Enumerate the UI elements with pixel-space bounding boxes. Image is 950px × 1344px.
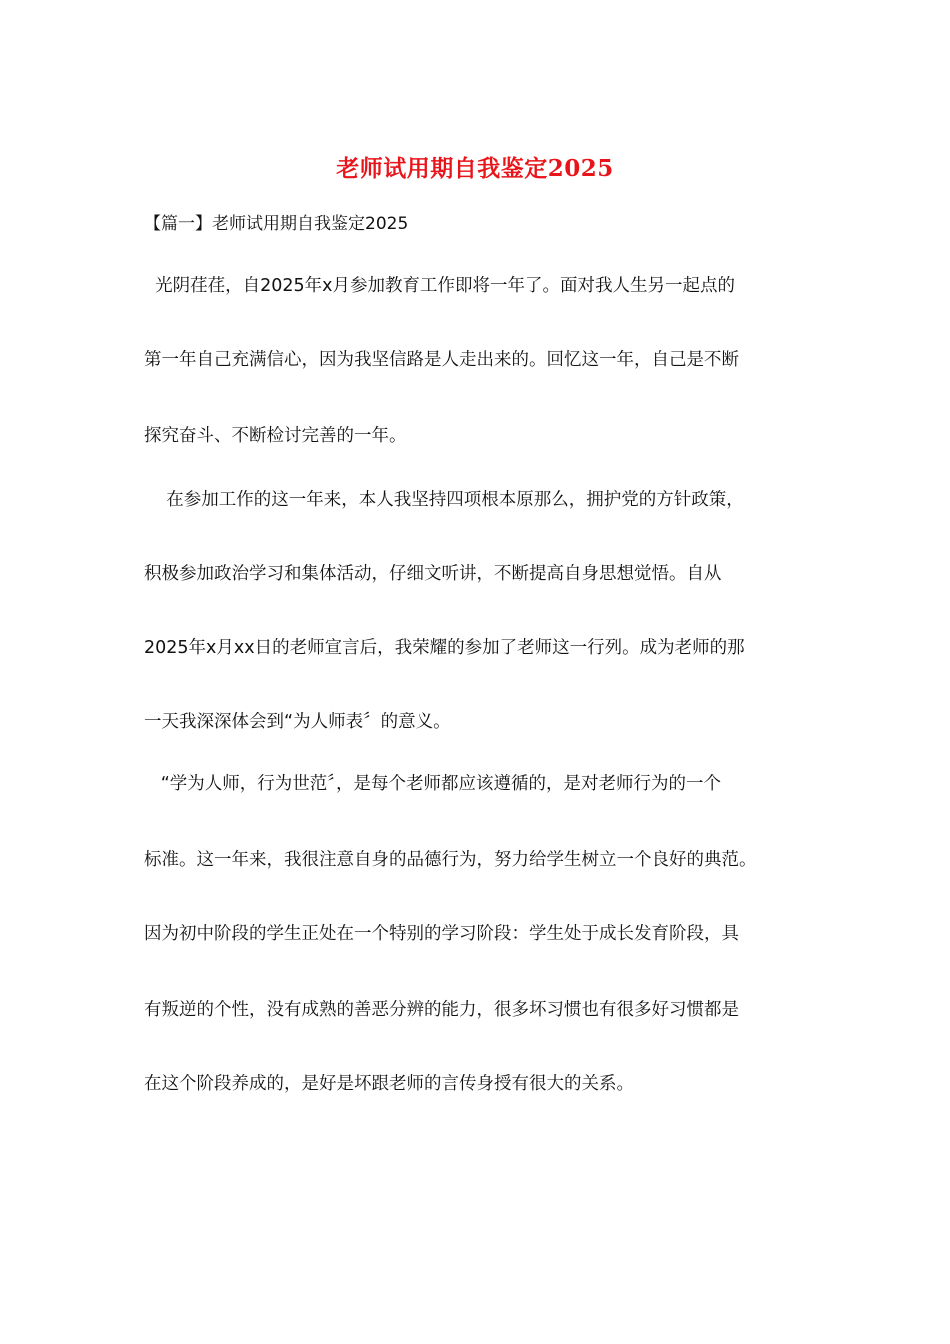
body-line-12: 在这个阶段养成的，是好是坏跟老师的言传身授有很大的关系。 [144,1074,634,1094]
body-line-1: 光阴荏荏，自2025年x月参加教育工作即将一年了。面对我人生另一起点的 [144,276,736,296]
body-line-11: 有叛逆的个性，没有成熟的善恶分辨的能力，很多坏习惯也有很多好习惯都是 [144,1000,739,1020]
body-line-5: 积极参加政治学习和集体活动，仔细文听讲，不断提高自身思想觉悟。自从 [144,564,722,584]
body-line-3: 探究奋斗、不断检讨完善的一年。 [144,426,407,446]
body-line-6: 2025年x月xx日的老师宣言后，我荣耀的参加了老师这一行列。成为老师的那 [144,638,745,658]
body-line-8: “学为人师，行为世范〞，是每个老师都应该遵循的，是对老师行为的一个 [144,774,722,794]
body-line-4: 在参加工作的这一年来，本人我坚持四项根本原那么，拥护党的方针政策， [144,490,744,510]
body-line-7: 一天我深深体会到“为人师表〞的意义。 [144,712,451,732]
body-line-2: 第一年自己充满信心，因为我坚信路是人走出来的。回忆这一年，自己是不断 [144,350,739,370]
body-line-9: 标准。这一年来，我很注意自身的品德行为，努力给学生树立一个良好的典范。 [144,850,757,870]
body-line-10: 因为初中阶段的学生正处在一个特别的学习阶段：学生处于成长发育阶段，具 [144,924,739,944]
section-heading: 【篇一】老师试用期自我鉴定2025 [144,214,409,234]
document-title: 老师试用期自我鉴定2025 [336,155,614,182]
